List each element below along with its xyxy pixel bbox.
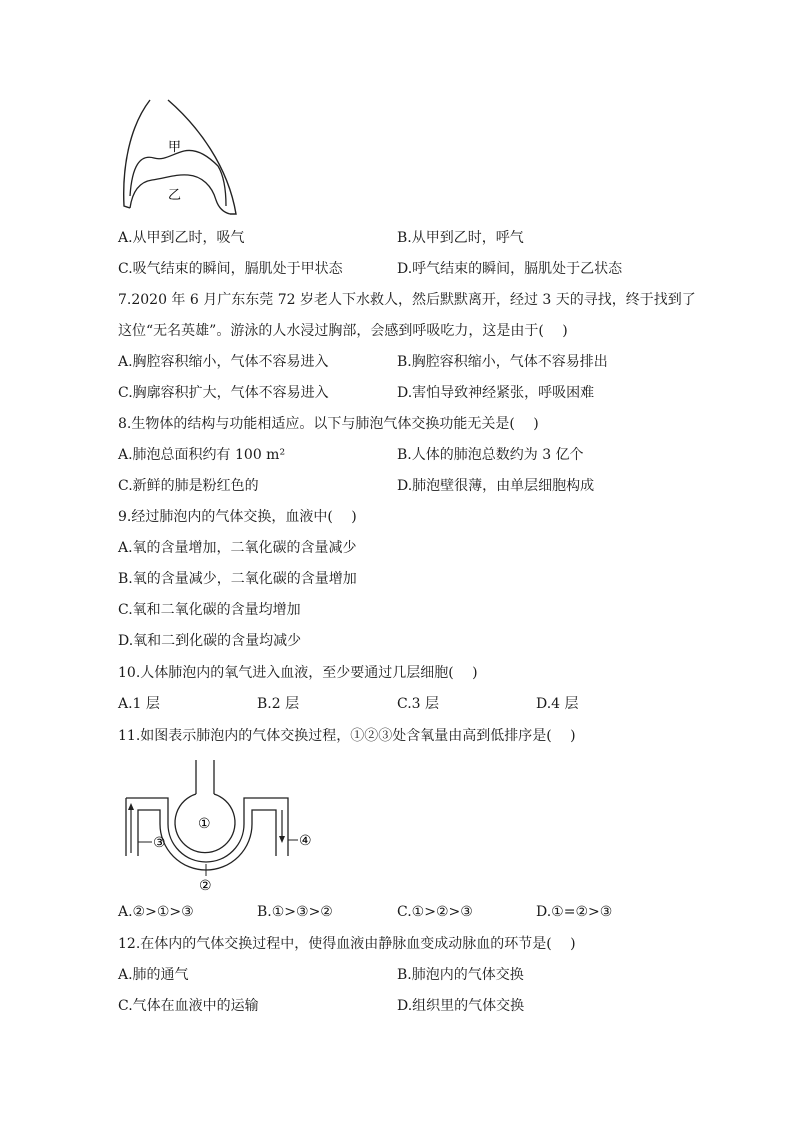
q6-option-a[interactable]: A.从甲到乙时，吸气 (118, 230, 245, 246)
diaphragm-figure (118, 96, 243, 218)
q7-option-d[interactable]: D.害怕导致神经紧张，呼吸困难 (397, 385, 595, 401)
q10-stem: 10.人体肺泡内的氧气进入血液，至少要通过几层细胞( ) (118, 665, 478, 681)
q10-option-a[interactable]: A.1 层 (118, 696, 160, 712)
q12-option-b[interactable]: B.肺泡内的气体交换 (397, 967, 524, 983)
q12-option-a[interactable]: A.肺的通气 (118, 967, 189, 983)
q9-option-b[interactable]: B.氧的含量减少，二氧化碳的含量增加 (118, 571, 357, 587)
label-jia: 甲 (168, 140, 182, 155)
label-3: ③ (153, 835, 166, 851)
q6-option-b[interactable]: B.从甲到乙时，呼气 (397, 230, 524, 246)
label-2: ② (199, 878, 212, 894)
q8-option-b[interactable]: B.人体的肺泡总数约为 3 亿个 (397, 447, 584, 463)
label-1: ① (198, 816, 211, 832)
q11-option-b[interactable]: B.①>③>② (257, 904, 333, 920)
q7-option-b[interactable]: B.胸腔容积缩小，气体不容易排出 (397, 354, 608, 370)
q11-option-c[interactable]: C.①>②>③ (397, 904, 473, 920)
q12-stem: 12.在体内的气体交换过程中，使得血液由静脉血变成动脉血的环节是( ) (118, 936, 576, 952)
q12-option-d[interactable]: D.组织里的气体交换 (397, 998, 525, 1014)
q8-option-a[interactable]: A.肺泡总面积约有 100 m² (118, 447, 286, 463)
q7-option-a[interactable]: A.胸腔容积缩小，气体不容易进入 (118, 354, 329, 370)
q11-option-a[interactable]: A.②>①>③ (118, 904, 194, 920)
q9-stem: 9.经过肺泡内的气体交换，血液中( ) (118, 509, 357, 525)
q9-option-c[interactable]: C.氧和二氧化碳的含量均增加 (118, 602, 301, 618)
q7-stem-line2: 这位“无名英雄”。游泳的人水浸过胸部，会感到呼吸吃力，这是由于( ) (118, 323, 568, 339)
q11-option-d[interactable]: D.①=②>③ (536, 904, 613, 920)
alveolus-exchange-figure (118, 758, 328, 894)
q10-option-c[interactable]: C.3 层 (397, 696, 440, 712)
flow-arrow-up-head (128, 803, 134, 810)
q11-stem: 11.如图表示肺泡内的气体交换过程，①②③处含氧量由高到低排序是( ) (118, 728, 576, 744)
q8-stem: 8.生物体的结构与功能相适应。以下与肺泡气体交换功能无关是( ) (118, 416, 539, 432)
label-4: ④ (299, 833, 312, 849)
q6-option-c[interactable]: C.吸气结束的瞬间，膈肌处于甲状态 (118, 261, 343, 277)
q12-option-c[interactable]: C.气体在血液中的运输 (118, 998, 259, 1014)
q7-option-c[interactable]: C.胸廓容积扩大，气体不容易进入 (118, 385, 329, 401)
label-yi: 乙 (168, 188, 182, 203)
q10-option-b[interactable]: B.2 层 (257, 696, 300, 712)
q8-option-c[interactable]: C.新鲜的肺是粉红色的 (118, 478, 259, 494)
q6-option-d[interactable]: D.呼气结束的瞬间，膈肌处于乙状态 (397, 261, 623, 277)
q9-option-a[interactable]: A.氧的含量增加，二氧化碳的含量减少 (118, 540, 357, 556)
flow-arrow-down-head (279, 836, 285, 843)
q9-option-d[interactable]: D.氧和二到化碳的含量均减少 (118, 633, 302, 649)
ribcage-left-wall (124, 100, 150, 208)
q7-stem-line1: 7.2020 年 6 月广东东莞 72 岁老人下水救人，然后默默离开，经过 3 天的寻找，终于找到了 (118, 292, 696, 308)
q8-option-d[interactable]: D.肺泡壁很薄，由单层细胞构成 (397, 478, 595, 494)
q10-option-d[interactable]: D.4 层 (536, 696, 579, 712)
